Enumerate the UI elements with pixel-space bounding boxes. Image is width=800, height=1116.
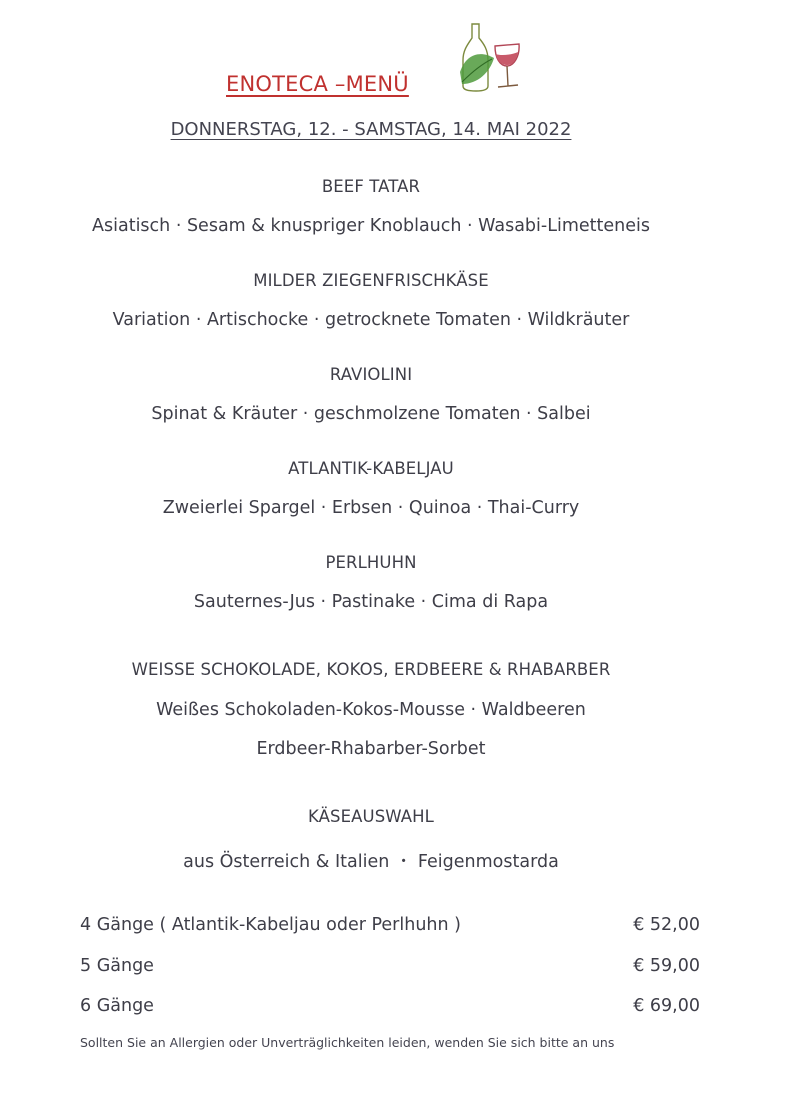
price-value: € 69,00 bbox=[633, 996, 700, 1016]
course-heading: ATLANTIK-KABELJAU bbox=[288, 459, 454, 478]
date-range: DONNERSTAG, 12. - SAMSTAG, 14. MAI 2022 bbox=[170, 119, 572, 140]
course-description: Zweierlei Spargel · Erbsen · Quinoa · Thai-Curry bbox=[162, 498, 580, 518]
course-description: Variation · Artischocke · getrocknete Tomaten · Wildkräuter bbox=[112, 310, 630, 330]
course-description: Erdbeer-Rhabarber-Sorbet bbox=[256, 739, 486, 759]
price-label: 5 Gänge bbox=[80, 956, 154, 976]
course-heading: MILDER ZIEGENFRISCHKÄSE bbox=[253, 271, 489, 290]
allergy-note: Sollten Sie an Allergien oder Unverträglichkeiten leiden, wenden Sie sich bitte an uns bbox=[80, 1035, 615, 1050]
course-heading: PERLHUHN bbox=[325, 553, 417, 572]
price-label: 4 Gänge ( Atlantik-Kabeljau oder Perlhuhn ) bbox=[80, 915, 461, 935]
course-heading: KÄSEAUSWAHL bbox=[308, 807, 434, 826]
price-label: 6 Gänge bbox=[80, 996, 154, 1016]
price-value: € 52,00 bbox=[633, 915, 700, 935]
course-description: Asiatisch · Sesam & knuspriger Knoblauch · Wasabi-Limetteneis bbox=[92, 216, 650, 236]
wine-bottle-and-glass-icon bbox=[450, 20, 526, 96]
course-heading: WEISSE SCHOKOLADE, KOKOS, ERDBEERE & RHABARBER bbox=[131, 660, 611, 679]
course-description: aus Österreich & Italien ・ Feigenmostarda bbox=[183, 852, 559, 872]
course-description: Spinat & Kräuter · geschmolzene Tomaten · Salbei bbox=[151, 404, 591, 424]
price-value: € 59,00 bbox=[633, 956, 700, 976]
menu-title: ENOTECA –MENÜ bbox=[226, 72, 409, 96]
course-heading: BEEF TATAR bbox=[321, 177, 421, 196]
course-heading: RAVIOLINI bbox=[329, 365, 413, 384]
course-description: Weißes Schokoladen-Kokos-Mousse · Waldbeeren bbox=[156, 700, 586, 720]
course-description: Sauternes-Jus · Pastinake · Cima di Rapa bbox=[193, 592, 549, 612]
